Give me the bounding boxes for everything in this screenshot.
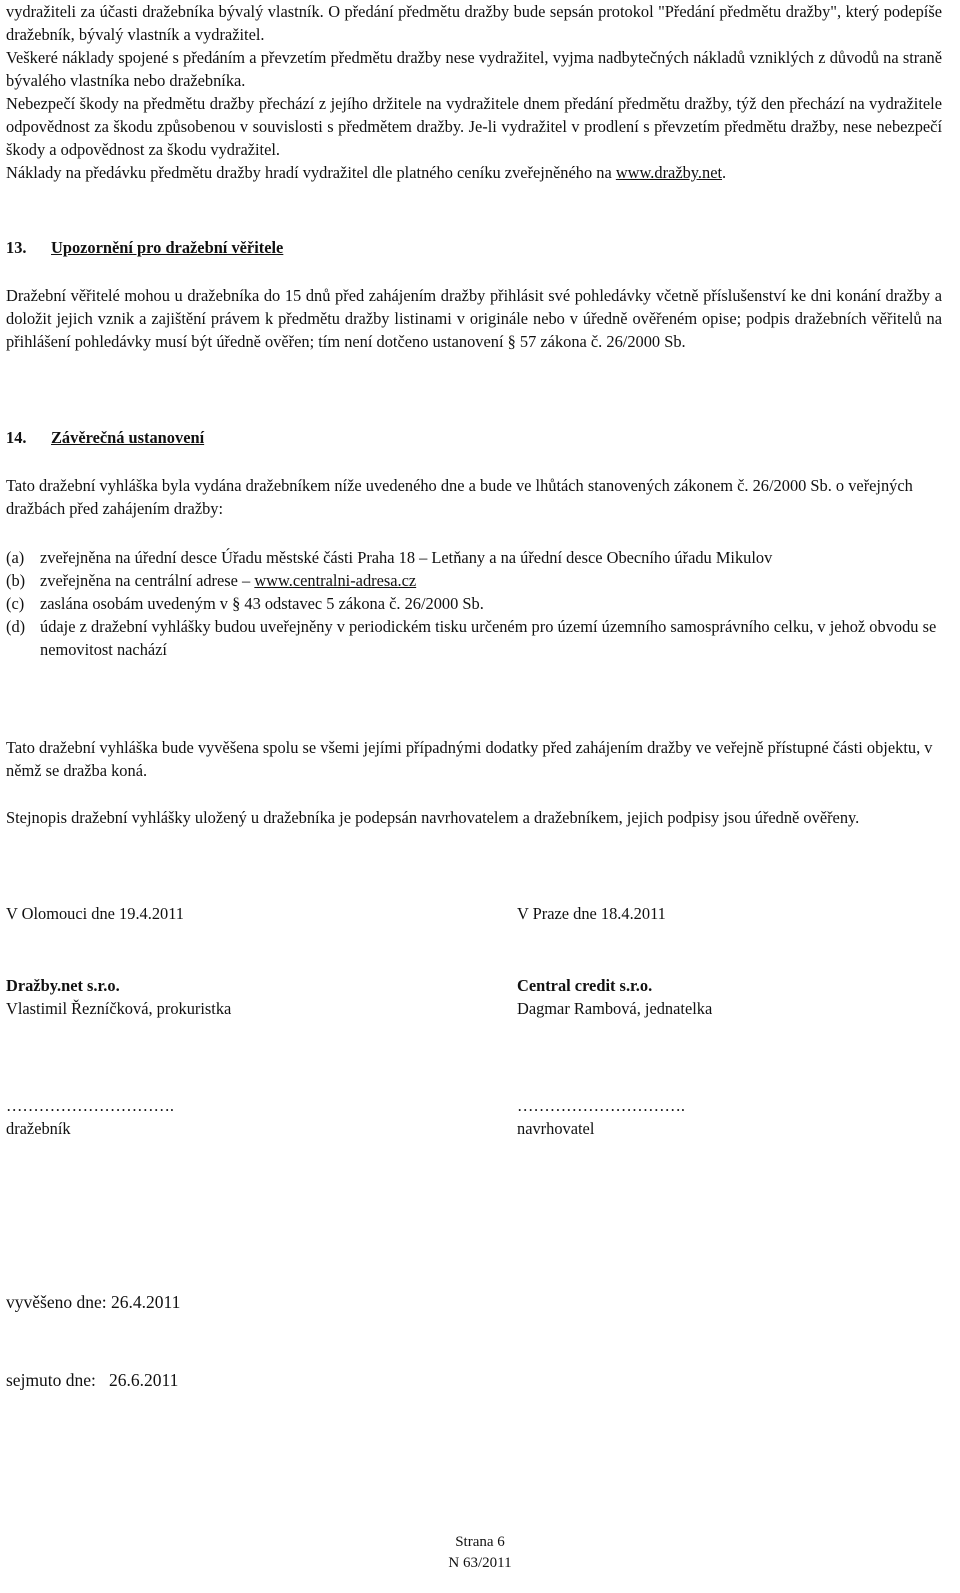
signature-right-line (517, 1094, 685, 1140)
signature-dots: …………………………. (6, 1096, 175, 1115)
list-marker: (a) (6, 548, 25, 567)
paragraph-3: Nebezpečí škody na předmětu dražby přechází z jejího držitele na vydražitele dnem předání předmětu dražby, týž den přechází na vydražitele odpovědnost za škodu způsobenou v souvislosti s předmětem dražby. Je-li vydražitel v prodlení s převzetím předmětu dražby, nese nebezpečí škody a odpovědnost za škodu vydražitel. (6, 94, 942, 159)
list-text: údaje z dražební vyhlášky budou uveřejněny v periodickém tisku určeném pro území územního samosprávního celku, v jehož obvodu se nemovitost nachází (40, 617, 937, 659)
list-marker: (b) (6, 571, 26, 590)
publication-list (6, 546, 942, 661)
page-footer (0, 1532, 960, 1574)
removed-date: sejmuto dne: 26.6.2011 (6, 1370, 179, 1390)
list-item-a (6, 546, 942, 569)
intro-paragraph: Tato dražební vyhláška byla vydána dražebníkem níže uvedeného dne a bude ve lhůtách stanovených zákonem č. 26/2000 Sb. o veřejných dražbách před zahájením dražby: (6, 476, 913, 518)
copy-text: Stejnopis dražební vyhlášky uložený u dražebníka je podepsán navrhovatelem a dražebníkem, jejich podpisy jsou úředně ověřeny. (6, 808, 860, 827)
paragraph-1: vydražiteli za účasti dražebníka bývalý vlastník. O předání předmětu dražby bude sepsán protokol "Předání předmětu dražby", který podepíše dražebník, bývalý vlastník a vydražitel. (6, 2, 942, 44)
signature-left-line (6, 1094, 174, 1140)
signature-right-company (517, 974, 712, 1020)
paragraph-2: Veškeré náklady spojené s předáním a převzetím předmětu dražby nese vydražitel, vyjma nadbytečných nákladů vzniklých z důvodů na straně bývalého vlastníka nebo dražebníka. (6, 48, 942, 90)
section-title: Upozornění pro dražební věřitele (51, 238, 284, 257)
signature-dots: …………………………. (517, 1096, 686, 1115)
copy-paragraph (6, 806, 942, 829)
list-item-b (6, 569, 942, 592)
page-number: Strana 6 (455, 1534, 505, 1550)
company-name: Dražby.net s.r.o. (6, 976, 120, 995)
list-item-c (6, 592, 942, 615)
company-name: Central credit s.r.o. (517, 976, 653, 995)
list-item-d (6, 615, 942, 661)
signature-right (517, 902, 666, 925)
paragraph-handover (6, 0, 942, 184)
section-number: 13. (6, 238, 27, 257)
section-14-heading (6, 428, 942, 448)
posted-date: vyvěšeno dne: 26.4.2011 (6, 1292, 181, 1312)
posting-text: Tato dražební vyhláška bude vyvěšena spolu se všemi jejími případnými dodatky před zahájením dražby ve veřejně přístupné části objektu, v němž se dražba koná. (6, 738, 933, 780)
section-13-heading (6, 238, 942, 258)
place-date: V Praze dne 18.4.2011 (517, 904, 666, 923)
signature-role: dražebník (6, 1119, 71, 1138)
list-marker: (c) (6, 594, 25, 613)
signature-left (6, 902, 184, 925)
paragraph-4: Náklady na předávku předmětu dražby hradí vydražitel dle platného ceníku zveřejněného na www.dražby.net. (6, 163, 727, 182)
centralni-adresa-link[interactable]: www.centralni-adresa.cz (254, 571, 417, 590)
place-date: V Olomouci dne 19.4.2011 (6, 904, 185, 923)
posting-paragraph (6, 736, 942, 782)
section-title: Závěrečná ustanovení (51, 428, 205, 447)
list-marker: (d) (6, 617, 26, 636)
section-14-intro (6, 474, 942, 520)
list-text: zveřejněna na úřední desce Úřadu městské části Praha 18 – Letňany a na úřední desce Obecního úřadu Mikulov (40, 548, 773, 567)
signature-left-company (6, 974, 231, 1020)
signature-role: navrhovatel (517, 1119, 595, 1138)
creditors-paragraph: Dražební věřitelé mohou u dražebníka do 15 dnů před zahájením dražby přihlásit své pohledávky včetně příslušenství ke dni konání dražby a doložit jejich vznik a zajištění právem k předmětu dražby listinami v originále nebo v úředně ověřeném opise; podpis dražebních věřitelů na přihlášení pohledávky musí být úředně ověřen; tím není dotčeno ustanovení § 57 zákona č. 26/2000 Sb. (6, 286, 942, 351)
section-number: 14. (6, 428, 27, 447)
drazby-net-link[interactable]: www.dražby.net (615, 163, 723, 182)
file-reference: N 63/2011 (448, 1555, 512, 1571)
signatory: Dagmar Rambová, jednatelka (517, 999, 713, 1018)
list-text: zaslána osobám uvedeným v § 43 odstavec 5 zákona č. 26/2000 Sb. (40, 594, 484, 613)
posting-dates (6, 1237, 180, 1445)
signatory: Vlastimil Řezníčková, prokuristka (6, 999, 232, 1018)
section-13-body (6, 284, 942, 353)
list-text: zveřejněna na centrální adrese – (40, 571, 255, 590)
